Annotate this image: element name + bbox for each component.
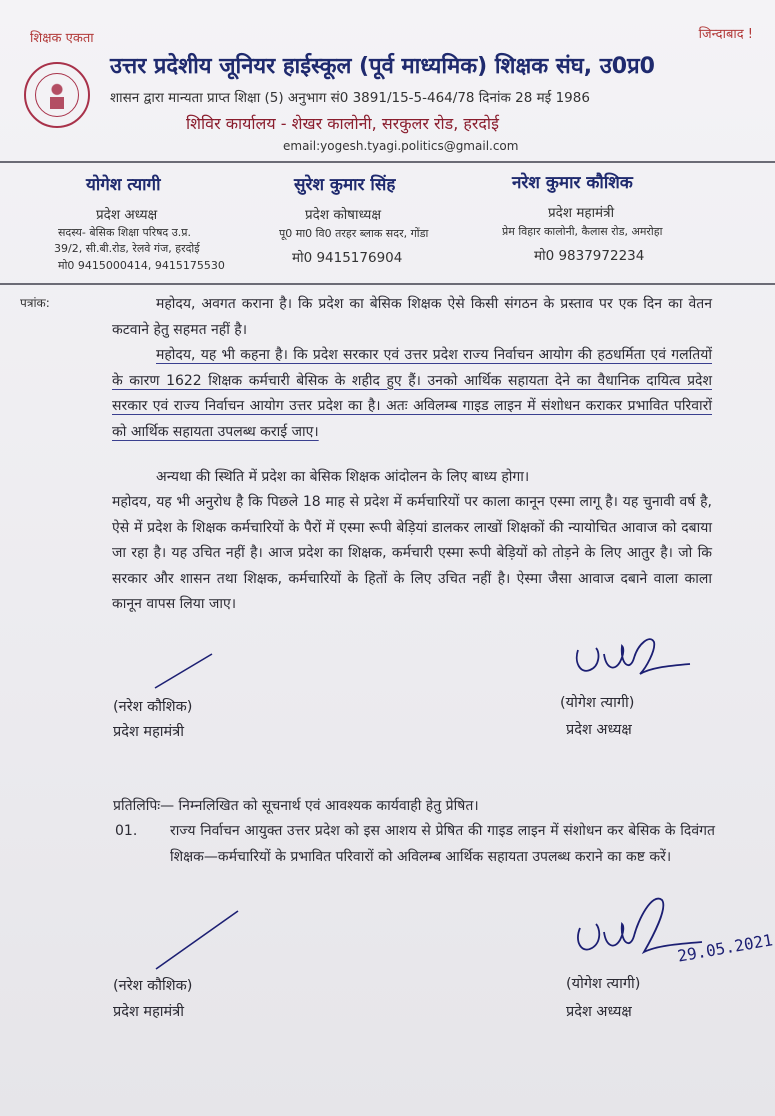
copy-item-text: राज्य निर्वाचन आयुक्त उत्तर प्रदेश को इस आशय से प्रेषित की गाइड लाइन में संशोधन कर बेसिक के दिवंगत शिक्षक—कर्मचारियों के प्रभावित परिवारों को अविलम्ब आर्थिक सहायता उपलब्ध कराने का कष्ट करें। — [170, 823, 715, 865]
signatory-left-title: प्रदेश महामंत्री — [113, 724, 184, 740]
officer-2-line1: पू0 मा0 वि0 तरहर ब्लाक सदर, गोंडा — [279, 227, 429, 240]
email-address: email:yogesh.tyagi.politics@gmail.com — [283, 139, 519, 153]
signature-line-left — [150, 648, 220, 693]
signatory-right-title-2: प्रदेश अध्यक्ष — [566, 1004, 632, 1020]
officer-1-designation: प्रदेश अध्यक्ष — [96, 207, 158, 223]
officer-2-designation: प्रदेश कोषाध्यक्ष — [305, 207, 382, 223]
officer-3-name: नरेश कुमार कौशिक — [512, 173, 633, 193]
reference-number-label: पत्रांक: — [20, 296, 50, 310]
paragraph-3: अन्यथा की स्थिति में प्रदेश का बेसिक शिक्षक आंदोलन के लिए बाध्य होगा। — [156, 469, 530, 485]
officer-2-name: सुरेश कुमार सिंह — [294, 175, 396, 195]
copy-to-heading: प्रतिलिपिः— निम्नलिखित को सूचनार्थ एवं आवश्यक कार्यवाही हेतु प्रेषित। — [113, 798, 479, 814]
paragraph-4: महोदय, यह भी अनुरोध है कि पिछले 18 माह से प्रदेश में कर्मचारियों पर काला कानून एस्मा लागू है। यह चुनावी वर्ष है, ऐसे में प्रदेश के शिक्षक कर्मचारियों के पैरों में एस्मा रूपी बेड़ियां डालकर लाखों शिक्षकों की न्यायोचित आवाज को दबाया जा रहा है। यह उचित नहीं है। आज प्रदेश का शिक्षक, कर्मचारी एस्मा रूपी बेड़ियों को तोड़ने के लिए आतुर है। जो कि सरकार और शासन तथा शिक्षक, कर्मचारियों के हितों के लिए उचित नहीं है। ऐस्मा जैसा आवाज दबाने वाला काला कानून वापस लिया जाए। — [112, 494, 712, 612]
officer-3-mobile: मो0 9837972234 — [534, 248, 645, 264]
copy-item-number: 01. — [115, 823, 138, 839]
paragraph-2: महोदय, यह भी कहना है। कि प्रदेश सरकार एवं उत्तर प्रदेश राज्य निर्वाचन आयोग की हठधर्मिता एवं गलतियों के कारण 1622 शिक्षक कर्मचारी बेसिक के शहीद हुए हैं। उनको आर्थिक सहायता देने का वैधानिक दायित्व प्रदेश सरकार एवं राज्य निर्वाचन आयोग उत्तर प्रदेश का है। अतः अविलम्ब गाइड लाइन में संशोधन कराकर प्रभावित परिवारों को आर्थिक सहायता उपलब्ध कराई जाए। — [112, 347, 712, 440]
officer-3-designation: प्रदेश महामंत्री — [548, 205, 615, 221]
paragraph-1: महोदय, अवगत कराना है। कि प्रदेश का बेसिक शिक्षक ऐसे किसी संगठन के प्रस्ताव पर एक दिन का वेतन कटवाने हेतु सहमत नहीं है। — [112, 296, 712, 338]
organization-name: उत्तर प्रदेशीय जूनियर हाईस्कूल (पूर्व माध्यमिक) शिक्षक संघ, उ0प्र0 — [110, 54, 655, 79]
signature-line-left-2 — [150, 905, 245, 975]
officer-1-line1: सदस्य- बेसिक शिक्षा परिषद उ.प्र. — [58, 226, 192, 239]
slogan-left: शिक्षक एकता — [30, 31, 94, 46]
header-divider-top — [0, 161, 775, 163]
officer-1-mobile: मो0 9415000414, 9415175530 — [58, 259, 225, 272]
registration-line: शासन द्वारा मान्यता प्राप्त शिक्षा (5) अनुभाग सं0 3891/15-5-464/78 दिनांक 28 मई 1986 — [110, 90, 590, 106]
officer-3-line1: प्रेम विहार कालोनी, कैलास रोड, अमरोहा — [502, 225, 663, 238]
seal-figure-icon — [45, 81, 69, 109]
signatory-left-title-2: प्रदेश महामंत्री — [113, 1004, 184, 1020]
officer-1-name: योगेश त्यागी — [86, 175, 161, 195]
signature-yogesh-1 — [570, 628, 710, 693]
slogan-right: जिन्दाबाद ! — [698, 27, 753, 42]
header-divider-bottom — [0, 283, 775, 285]
signatory-left-name: (नरेश कौशिक) — [113, 699, 193, 715]
union-seal-logo — [24, 62, 90, 128]
officer-1-line2: 39/2, सी.बी.रोड, रेलवे गंज, हरदोई — [54, 242, 200, 255]
signatory-right-name: (योगेश त्यागी) — [560, 695, 635, 711]
signatory-left-name-2: (नरेश कौशिक) — [113, 978, 193, 994]
signatory-right-title: प्रदेश अध्यक्ष — [566, 722, 632, 738]
signatory-right-name-2: (योगेश त्यागी) — [566, 976, 641, 992]
officer-2-mobile: मो0 9415176904 — [292, 250, 403, 266]
handwritten-date: 29.05.2021 — [676, 930, 775, 966]
camp-office-address: शिविर कार्यालय - शेखर कालोनी, सरकुलर रोड, हरदोई — [186, 114, 499, 133]
